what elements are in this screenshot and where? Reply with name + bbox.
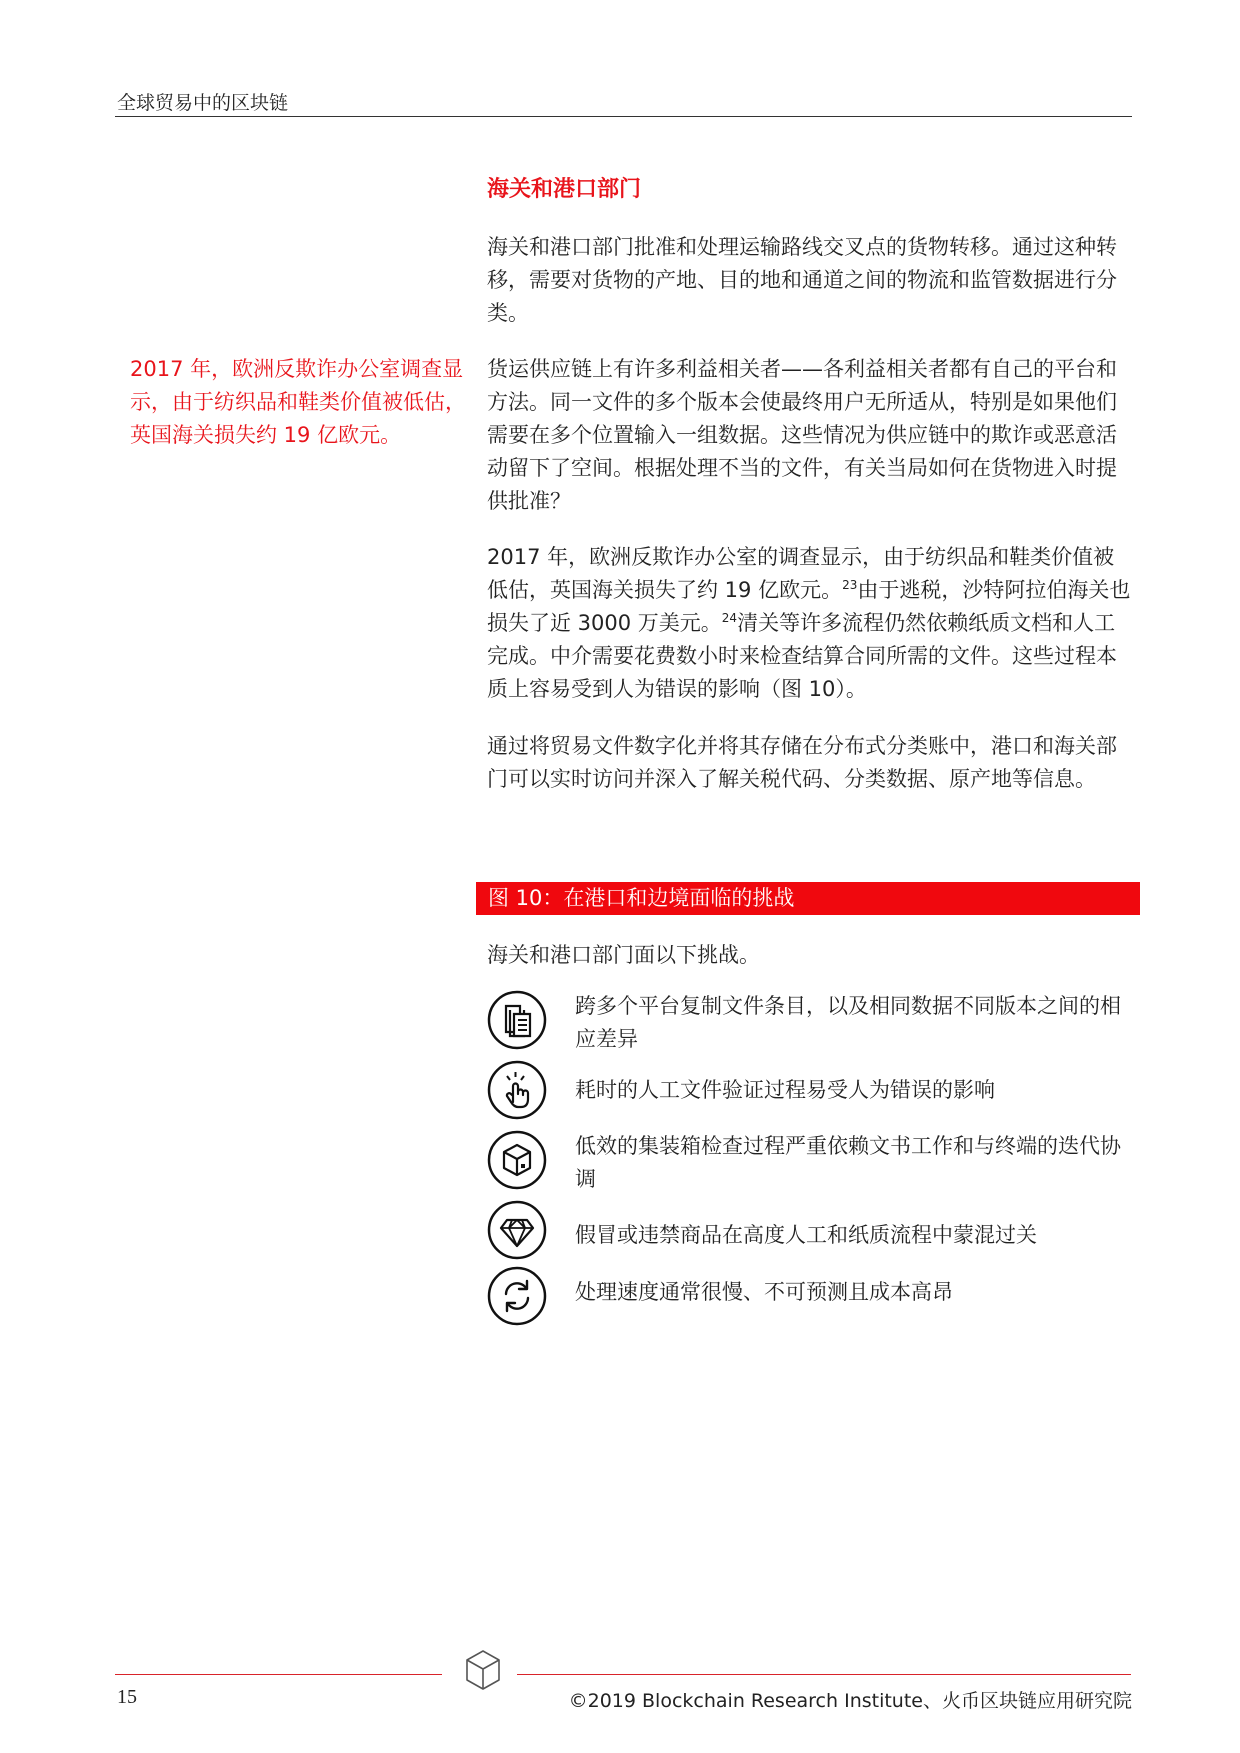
body-paragraph-4: 通过将贸易文件数字化并将其存储在分布式分类账中，港口和海关部门可以实时访问并深入了解关税代码、分类数据、原产地等信息。 <box>487 734 1117 791</box>
refresh-cycle-icon <box>487 1266 547 1326</box>
body-paragraph-2: 货运供应链上有许多利益相关者——各利益相关者都有自己的平台和方法。同一文件的多个版本会使最终用户无所适从，特别是如果他们需要在多个位置输入一组数据。这些情况为供应链中的欺诈或恶意活动留下了空间。根据处理不当的文件，有关当局如何在货物进入时提供批准？ <box>487 357 1117 513</box>
paragraph-3-part-b: 由于逃税，沙特阿拉伯海关也损失了近 3000 万美元。 <box>487 578 1131 635</box>
footer-rule-right <box>517 1674 1131 1675</box>
challenge-item-2: 耗时的人工文件验证过程易受人为错误的影响 <box>575 1078 995 1102</box>
documents-icon <box>487 990 547 1050</box>
cube-logo-icon <box>463 1648 503 1692</box>
pull-quote: 2017 年，欧洲反欺诈办公室调查显示，由于纺织品和鞋类价值被低估，英国海关损失约 19 亿欧元。 <box>130 357 466 447</box>
challenge-item-1: 跨多个平台复制文件条目，以及相同数据不同版本之间的相应差异 <box>575 994 1121 1051</box>
footnote-ref-24[interactable]: 24 <box>721 611 738 625</box>
body-paragraph-3 <box>487 541 1132 706</box>
paragraph-3-part-c: 清关等许多流程仍然依赖纸质文档和人工完成。中介需要花费数小时来检查结算合同所需的文件。这些过程本质上容易受到人为错误的影响（图 10）。 <box>487 611 1117 701</box>
challenge-item-3: 低效的集装箱检查过程严重依赖文书工作和与终端的迭代协调 <box>575 1134 1121 1191</box>
running-header: 全球贸易中的区块链 <box>117 92 289 114</box>
paragraph-3-part-a: 2017 年，欧洲反欺诈办公室的调查显示，由于纺织品和鞋类价值被低估，英国海关损失了约 19 亿欧元。 <box>487 545 1115 602</box>
hand-tap-icon <box>487 1060 547 1120</box>
package-box-icon <box>487 1130 547 1190</box>
body-paragraph-1: 海关和港口部门批准和处理运输路线交叉点的货物转移。通过这种转移，需要对货物的产地、目的地和通道之间的物流和监管数据进行分类。 <box>487 235 1117 325</box>
challenge-item-5: 处理速度通常很慢、不可预测且成本高昂 <box>575 1280 953 1304</box>
footnote-ref-23[interactable]: 23 <box>842 578 858 592</box>
header-rule <box>115 116 1132 117</box>
page-number: 15 <box>117 1686 137 1708</box>
footer-rule-left <box>115 1674 442 1675</box>
challenge-item-4: 假冒或违禁商品在高度人工和纸质流程中蒙混过关 <box>575 1223 1037 1247</box>
figure-banner: 图 10：在港口和边境面临的挑战 <box>476 882 1140 915</box>
section-title: 海关和港口部门 <box>487 177 642 202</box>
footer-copyright: ©2019 Blockchain Research Institute、火币区块链应用研究院 <box>568 1690 1132 1712</box>
diamond-icon <box>487 1200 547 1260</box>
figure-intro: 海关和港口部门面以下挑战。 <box>487 943 760 967</box>
